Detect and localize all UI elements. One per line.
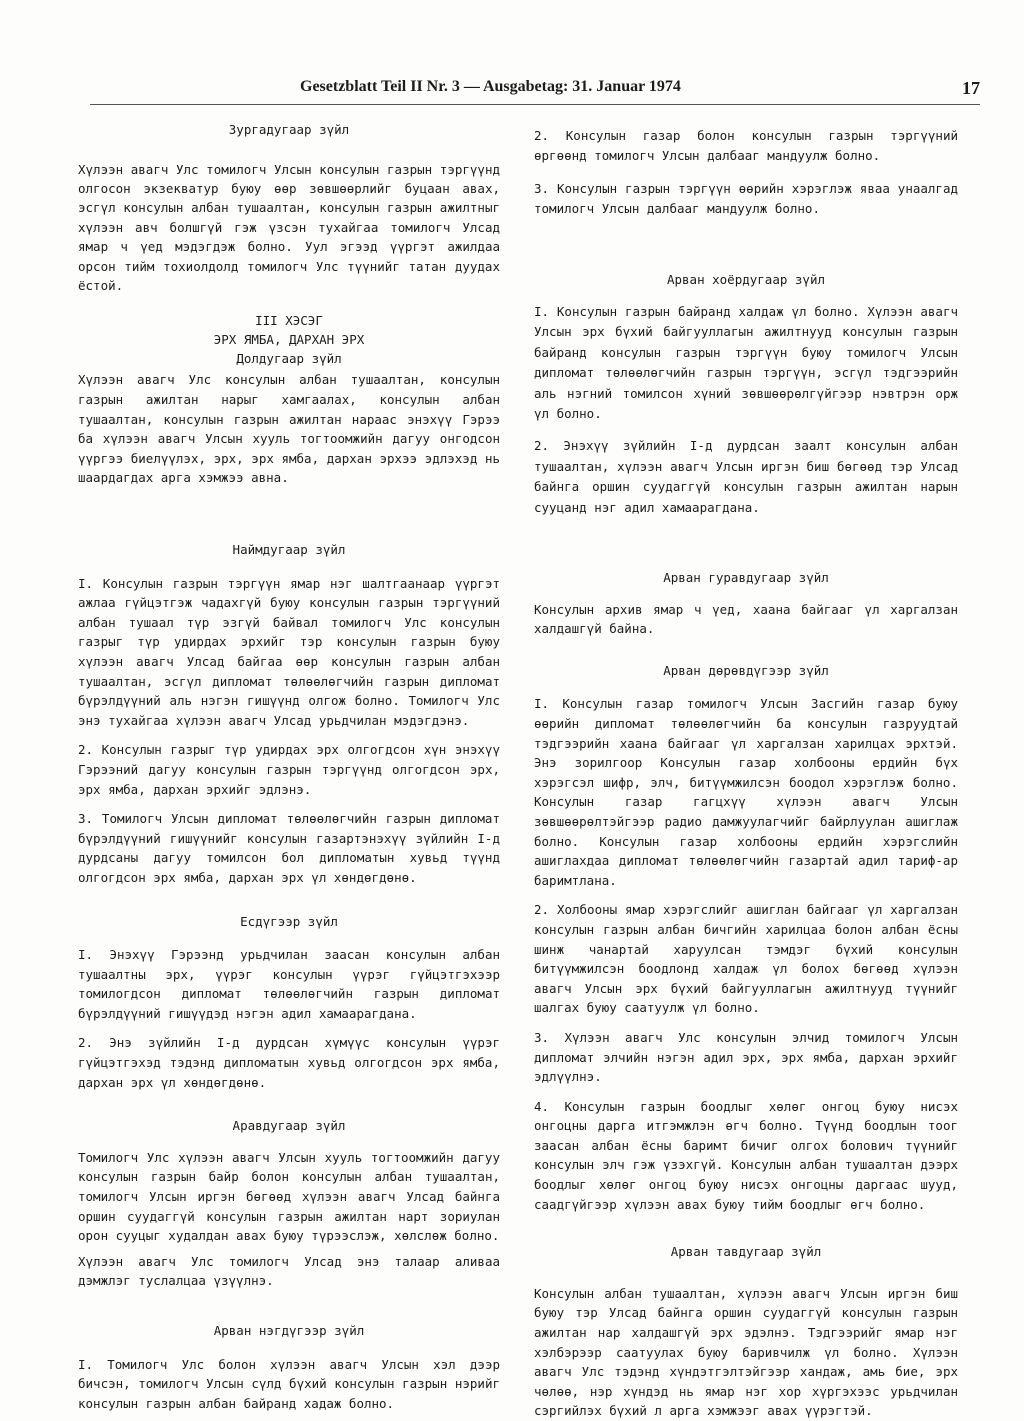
- article-heading-9: Наймдугаар зүйл: [232, 542, 346, 557]
- left-column: [78, 118, 500, 1413]
- right-column: [534, 118, 958, 1421]
- article-13-body: [534, 302, 958, 518]
- article-10-body: [78, 945, 500, 1092]
- paragraph: I. Энэхүү Гэрээнд урьдчилан заасан консулын албан тушаалтны эрх, үүрэг консулын үүрэг гүйцэтгэхээр томилогдсон дипломат төлөөлөгчийн газрын дипломат бүрэлдүүний гишүүдэд нэгэн адил хамаарагдана.: [78, 947, 500, 1021]
- article-heading-11: Аравдугаар зүйл: [232, 1118, 346, 1134]
- page-number: 17: [962, 78, 980, 98]
- paragraph: 3. Консулын газрын тэргүүн өөрийн хэрэглэж яваа унаалгад томилогч Улсын далбааг мандуулж болно.: [534, 181, 958, 216]
- article-7-body: [78, 160, 500, 296]
- paragraph: 3. Хүлээн авагч Улс консулын элчид томилогч Улсын дипломат элчийн нэгэн адил эрх, эрх ямба, дархан эрхийг эдлүүлнэ.: [534, 1029, 958, 1085]
- page-header: [300, 78, 980, 102]
- article-heading-14: Арван гуравдугаар зүйл: [663, 570, 829, 586]
- chapter-title: ЭРХ ЯМБА, ДАРХАН ЭРХ: [213, 332, 365, 348]
- paragraph: Хүлээн авагч Улс томилогч Улсын консулын газрын тэргүүнд олгосон экзекватур буюу өөр зөвшөөрлийг буцаан авах, эсгүл консулын албан тушаалтан, консулын газрын ажилтныг хүлээн авч болшгүй гэж үзсэн тухайгаа томилогч Улсад ямар ч үед мэдэгдэж болно. Уул эгээд үүргэт ажилдаа орсон тийм тохиолдолд томилогч Улс түүнийг татан дуудах ёстой.: [78, 161, 500, 294]
- paragraph: Хүлээн авагч Улс консулын албан тушаалтан, консулын газрын ажилтан нарыг хамгаалах, консулын албан тушаалтан, консулын газрын ажилтан нараас энэхүү Гэрээ ба хүлээн авагч Улсын хууль тогтоомжийн дагуу онгодсон үүргээ биелүүлэх, эрх, эрх ямба, дархан эрхээ эдлэхэд нь шаардагдах арга хэмжээ авна.: [78, 372, 500, 486]
- paragraph: I. Консулын газрын байранд халдаж үл болно. Хүлээн авагч Улсын эрх бүхий байгууллагын ажилтнууд консулын газрын байранд консулын газрын тэргүүн буюу томилогч Улсын дипломат төлөөлөгчийн газрын тэргүүн, эсгүл тэдгээрийн аль нэгний томилсон хүний зөвшөөрөлгүйгээр нэвтрэн орж үл болно.: [534, 303, 958, 421]
- article-heading-7: Зургадугаар зүйл: [228, 122, 350, 137]
- article-12-continued: [534, 126, 958, 218]
- article-14-body: [534, 600, 958, 639]
- paragraph: I. Консулын газар томилогч Улсын Засгийн газар буюу өөрийн дипломат төлөөлөгчийн ба консулын газруудтай тэдгээрийн хаана байгааг үл харгалзан харилцах эрхтэй. Энэ зорилгоор Консулын газар холбооны ердийн бүх хэрэгсэл шифр, элч, битүүмжилсэн боодол хэрэглэж болно. Консулын газар гагцхүү хүлээн авагч Улсын зөвшөөрөлтэйгээр радио дамжуулагчийг байрлуулан ашиглаж болно. Консулын газар холбооны ердийн хэрэгслийн ашиглахдаа дипломат төлөөлөгчийн газартай адил тариф-ар баримтлана.: [534, 696, 958, 888]
- paragraph: I. Томилогч Улс болон хүлээн авагч Улсын хэл дээр бичсэн, томилогч Улсын сүлд бүхий консулын газрын нэрийг консулын газрын албан байранд хадаж болно.: [78, 1356, 500, 1411]
- article-heading-15: Арван дөрөвдүгээр зүйл: [663, 662, 829, 678]
- article-heading-12: Арван нэгдүгээр зүйл: [213, 1323, 365, 1338]
- chapter-heading-3: [78, 311, 500, 368]
- paragraph: 2. Холбооны ямар хэрэгслийг ашиглан байгааг үл харгалзан консулын газрын албан бичгийн харилцаа болон албан ёсны шинж чанартай харуулсан тэмдэг бүхий консулын битүүмжилсэн боодлонд халдаж үл болох бөгөөд хүлээн авагч Улсын эрх бүхий байгууллагын ажилтнууд түүнийг шалгах буюу саатуулж үл болно.: [534, 902, 958, 1016]
- article-heading-13: Арван хоёрдугаар зүйл: [666, 272, 826, 288]
- running-title: Gesetzblatt Teil II Nr. 3 — Ausgabetag: 31. Januar 1974: [300, 78, 681, 95]
- article-heading-16: Арван тавдугаар зүйл: [670, 1244, 822, 1260]
- article-16-body: [534, 1284, 958, 1421]
- article-heading-8: Долдугаар зүйл: [236, 351, 342, 367]
- header-rule: [90, 104, 980, 105]
- article-8-body: [78, 370, 500, 488]
- paragraph: 2. Консулын газрыг түр удирдах эрх олгогдсон хүн энэхүү Гэрээний дагуу консулын газрын тэргүүнд олгогдсон эрх, эрх ямба, дархан эрхийг эдлэнэ.: [78, 742, 500, 797]
- paragraph: I. Консулын газрын тэргүүн ямар нэг шалтгаанаар үүргэт ажлаа гүйцэтгэж чадахгүй буюу консулын газрын тэргүүний албан тушаал түр эзгүй байвал томилогч Улс консулын газрыг түр удирдах эрхийг тэр консулын газрын буюу хүлээн авагч Улсад байгаа өөр консулын газрын албан тушаалтан, эсгүл дипломат төлөөлөгчийн газрын дипломат бүрэлдүүний аль нэгэн гишүүнд олгож болно. Томилогч Улс энэ тухайгаа хүлээн авагч Улсад урьдчилан мэдэгдэнэ.: [78, 575, 500, 728]
- paragraph: 2. Энэ зүйлийн I-д дурдсан хүмүүс консулын үүрэг гүйцэтгэхэд тэдэнд дипломатын хувьд олгогдсон эрх ямба, дархан эрх үл хөндөгдөнө.: [78, 1035, 500, 1090]
- paragraph: Консулын архив ямар ч үед, хаана байгааг үл харгалзан халдашгүй байна.: [534, 601, 958, 637]
- paragraph: 4. Консулын газрын боодлыг хөлөг онгоц буюу нисэх онгоцны дарга итгэмжлэн өгч болно. Түүнд боодлын тоог заасан албан ёсны баримт бичиг олгох болович түүнийг консулын элч гэж үзэхгүй. Консулын албан тушаалтан дээрх боодлыг хөлөг онгоц буюу нисэх онгоцны даргаас шууд, саадгүйгээр хүлээн авах буюу тийм боодлыг өгч болно.: [534, 1098, 958, 1212]
- paragraph: Томилогч Улс хүлээн авагч Улсын хууль тогтоомжийн дагуу консулын газрын байр болон консулын албан тушаалтан, томилогч Улсын иргэн бөгөөд хүлээн авагч Улсад байнга оршин суудаггүй консулын газрын ажилтан нарт зориулан орон сууцыг худалдан авах буюу түрээслэж, хөлслөж болно.: [78, 1149, 500, 1244]
- article-15-body: [534, 694, 958, 1214]
- article-9-body: [78, 574, 500, 888]
- article-11-body: [78, 1148, 500, 1291]
- paragraph: 2. Консулын газар болон консулын газрын тэргүүний өргөөнд томилогч Улсын далбааг мандуулж болно.: [534, 128, 958, 163]
- paragraph: 2. Энэхүү зүйлийн I-д дурдсан заалт консулын албан тушаалтан, хүлээн авагч Улсын иргэн биш бөгөөд тэр Улсад байнга оршин суудаггүй консулын газрын ажилтан нарын сууцанд нэг адил хамаарагдана.: [534, 438, 958, 515]
- paragraph: Хүлээн авагч Улс томилогч Улсад энэ талаар аливаа дэмжлэг туслалцаа үзүүлнэ.: [78, 1253, 500, 1289]
- paragraph: Консулын албан тушаалтан, хүлээн авагч Улсын иргэн биш буюу тэр Улсад байнга оршин суудаггүй консулын газрын ажилтан нар халдашгүй эрх эдэлнэ. Тэдгээрийг ямар нэг хэлбэрээр саатуулах буюу баривчилж үл болно. Хүлээн авагч Улс тэдэнд хүндэтгэлтэйгээр хандаж, амь бие, эрх чөлөө, нэр хүндэд нь ямар нэг хор хүргэхээс урьдчилан сэргийлэх бүхий л арга хэмжээг авах үүрэгтэй.: [534, 1285, 958, 1419]
- chapter-number: III ХЭСЭГ: [255, 313, 323, 329]
- article-heading-10: Есдүгээр зүйл: [240, 913, 338, 929]
- paragraph: 3. Томилогч Улсын дипломат төлөөлөгчийн газрын дипломат бүрэлдүүний гишүүнийг консулын газартэнэхүү зүйлийн I-д дурдсаны дагуу томилсон бол дипломатын хувьд түүнд олгогдсон эрх ямба, дархан эрх үл хөндөгдөнө.: [78, 811, 500, 885]
